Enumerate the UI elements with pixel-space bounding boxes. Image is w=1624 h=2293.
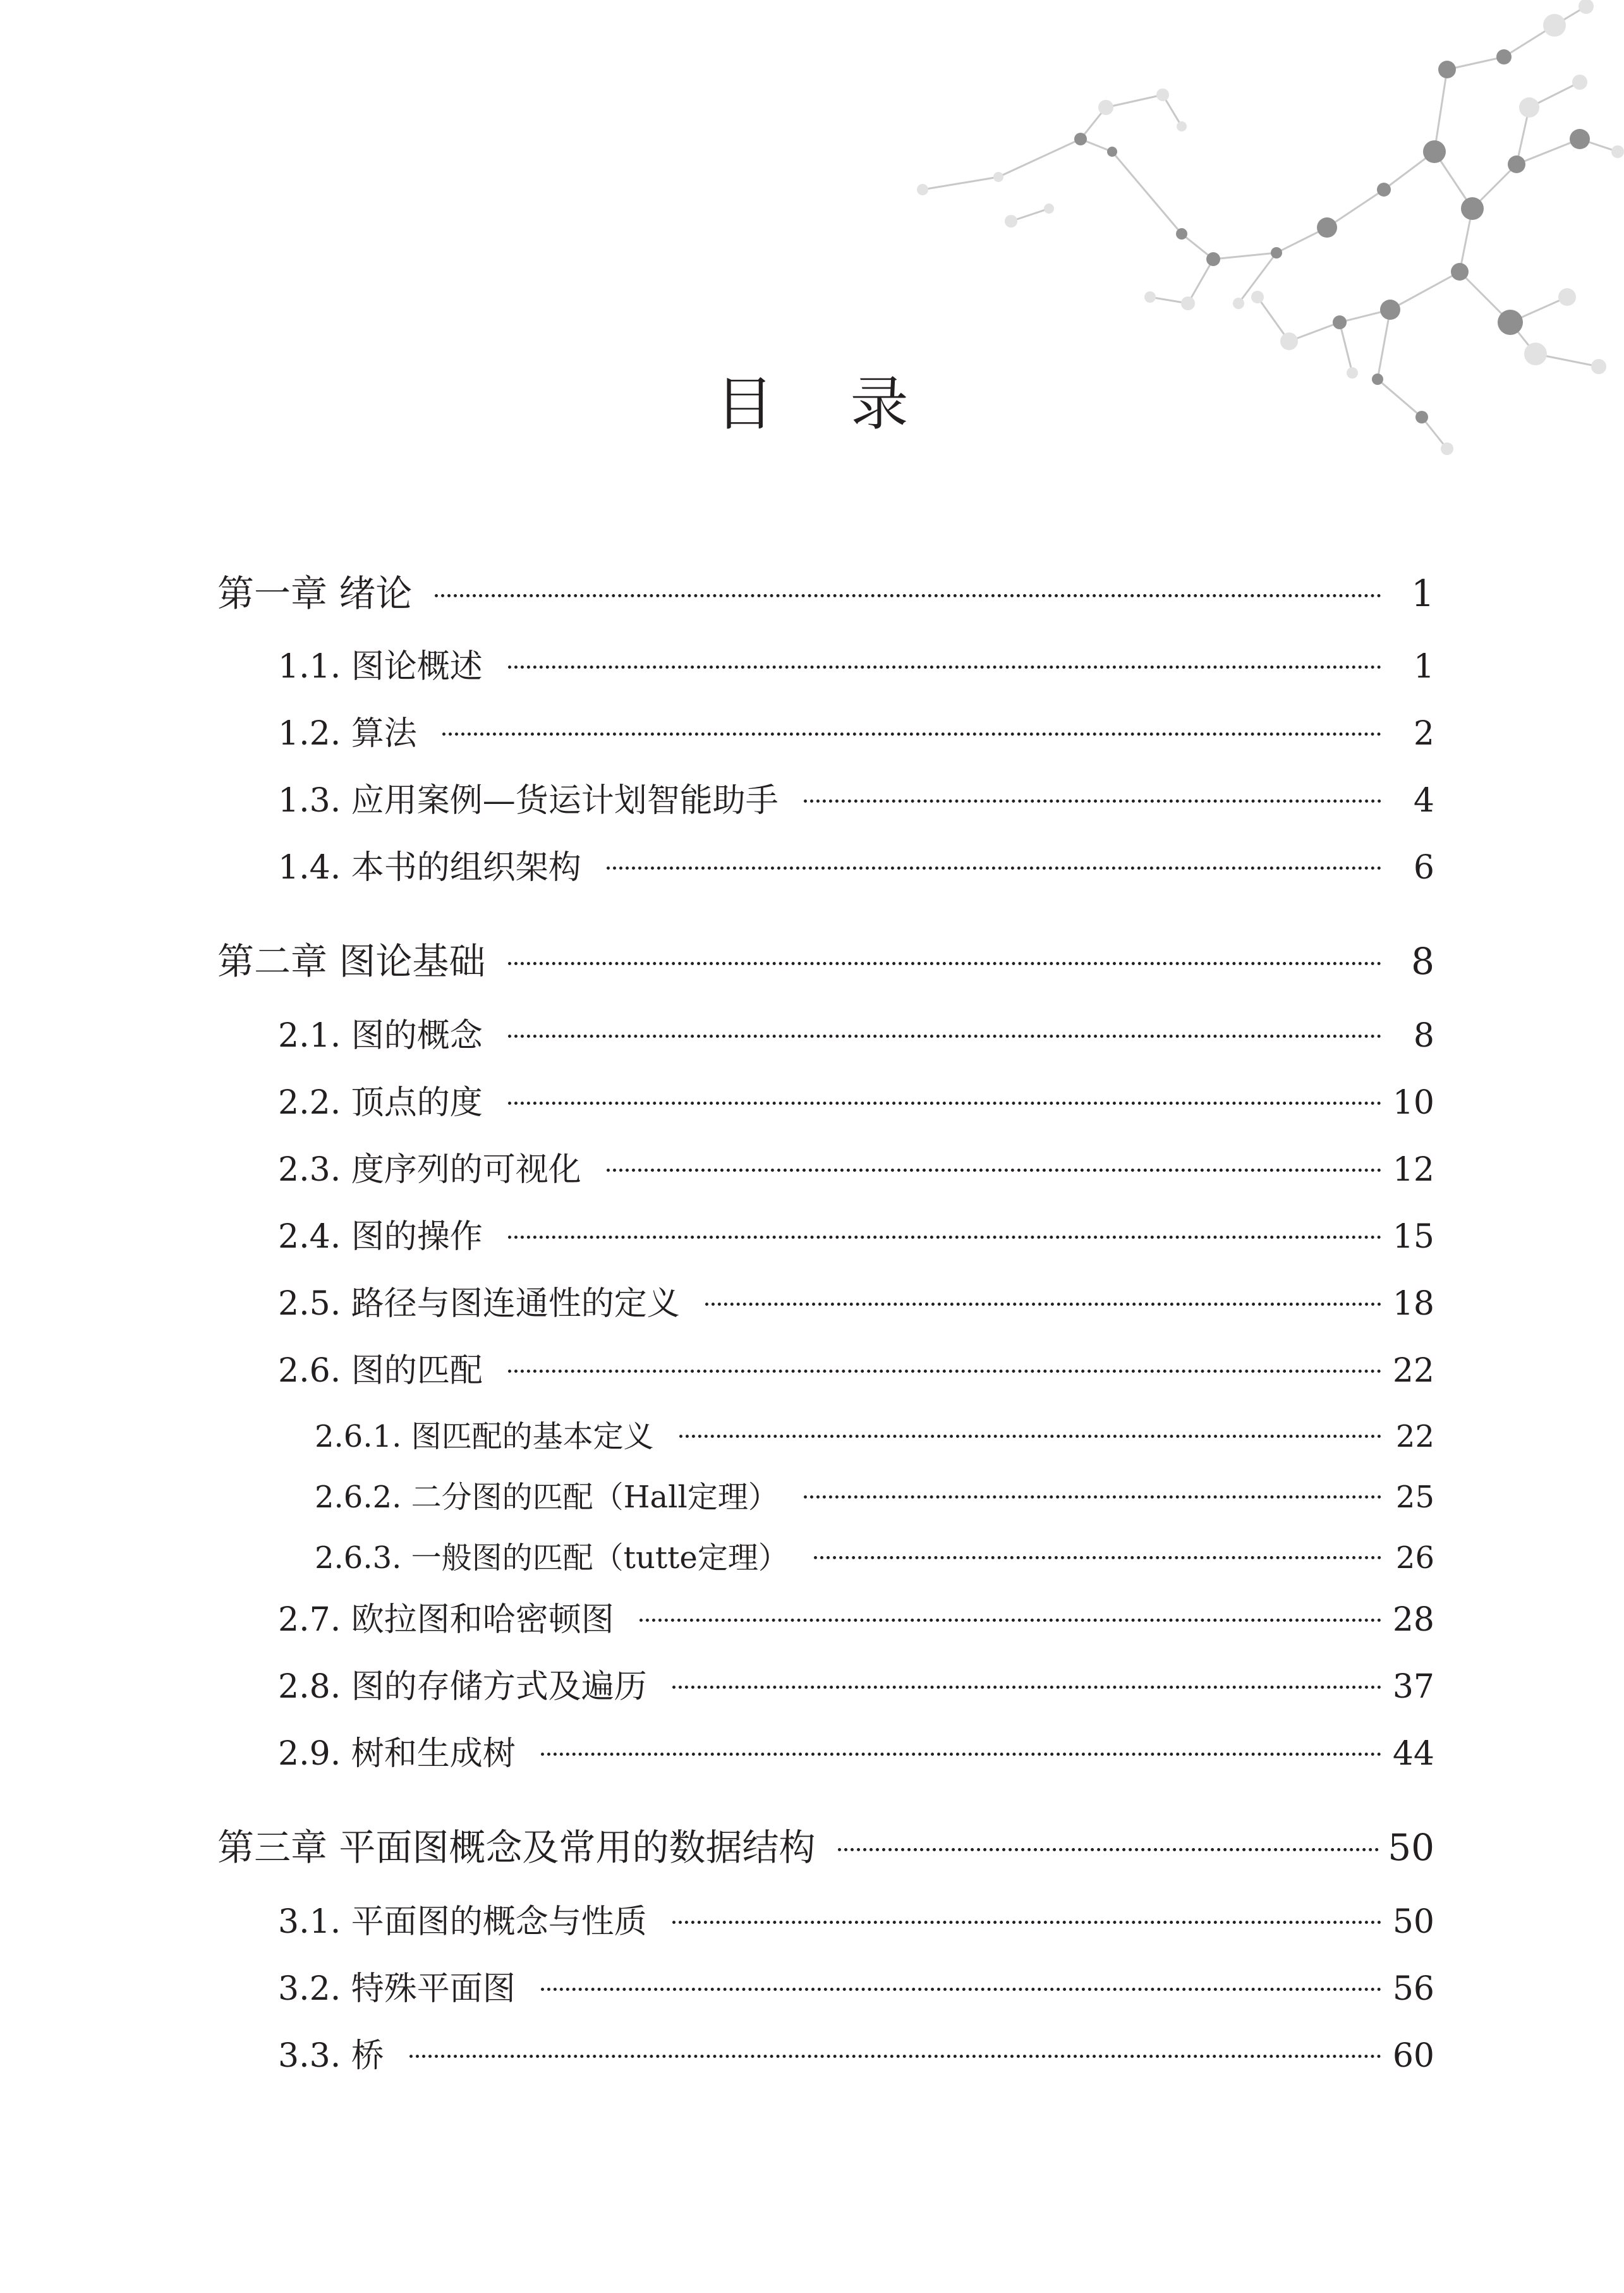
toc-section-3-3[interactable] (278, 2029, 1434, 2076)
toc-entry-title: 2.2. 顶点的度 (278, 1084, 483, 1122)
toc-subsection-2-6-3[interactable] (315, 1533, 1434, 1577)
toc-page-number: 1 (1411, 572, 1434, 615)
toc-chapter-2[interactable] (217, 932, 1434, 985)
toc-page-number: 4 (1413, 782, 1434, 820)
toc-section-2-7[interactable] (278, 1593, 1434, 1640)
toc-page-number: 8 (1411, 940, 1434, 983)
toc-section-2-4[interactable] (278, 1210, 1434, 1257)
dot-leader (672, 1686, 1381, 1689)
toc-entry-title: 2.8. 图的存储方式及遍历 (278, 1668, 647, 1706)
toc-entry-title: 2.7. 欧拉图和哈密顿图 (278, 1601, 614, 1639)
toc-entry-title: 第二章 图论基础 (217, 940, 486, 983)
toc-section-1-4[interactable] (278, 841, 1434, 888)
toc-entry-title: 2.6. 图的匹配 (278, 1352, 483, 1390)
toc-page-number: 26 (1395, 1540, 1434, 1576)
dot-leader (435, 594, 1381, 597)
toc-page-number: 1 (1413, 648, 1434, 686)
toc-entry-title: 3.3. 桥 (278, 2037, 384, 2075)
toc-section-1-1[interactable] (278, 640, 1434, 687)
toc-page-number: 44 (1392, 1735, 1434, 1773)
dot-leader (679, 1435, 1381, 1438)
toc-entry-title: 1.4. 本书的组织架构 (278, 849, 581, 887)
toc-subsection-2-6-1[interactable] (315, 1412, 1434, 1456)
toc-entry-title: 2.6.1. 图匹配的基本定义 (315, 1419, 654, 1454)
toc-page-number: 2 (1413, 715, 1434, 753)
toc-page-number: 50 (1388, 1826, 1434, 1869)
dot-leader (508, 1236, 1381, 1239)
dot-leader (409, 2055, 1381, 2058)
dot-leader (541, 1988, 1381, 1991)
toc-section-2-3[interactable] (278, 1143, 1434, 1190)
toc-page-number: 28 (1392, 1601, 1434, 1639)
dot-leader (508, 962, 1381, 965)
dot-leader (705, 1303, 1381, 1306)
dot-leader (607, 867, 1381, 870)
toc-page-number: 22 (1395, 1419, 1434, 1454)
toc-chapter-1[interactable] (217, 564, 1434, 617)
dot-leader (508, 1370, 1381, 1373)
toc-section-2-5[interactable] (278, 1277, 1434, 1324)
toc-entry-title: 2.3. 度序列的可视化 (278, 1151, 581, 1189)
toc-page-number: 60 (1392, 2037, 1434, 2075)
toc-entry-title: 第三章 平面图概念及常用的数据结构 (217, 1826, 816, 1869)
toc-section-2-6[interactable] (278, 1344, 1434, 1391)
toc-section-2-9[interactable] (278, 1727, 1434, 1774)
toc-section-1-3[interactable] (278, 774, 1434, 821)
toc-entry-title: 2.6.2. 二分图的匹配（Hall定理） (315, 1480, 779, 1515)
dot-leader (508, 1102, 1381, 1105)
dot-leader (508, 1035, 1381, 1038)
toc-entry-title: 2.9. 树和生成树 (278, 1735, 516, 1773)
toc-entry-title: 2.6.3. 一般图的匹配（tutte定理） (315, 1540, 789, 1576)
toc-subsection-2-6-2[interactable] (315, 1473, 1434, 1516)
toc-section-2-8[interactable] (278, 1660, 1434, 1707)
toc-entry-title: 3.2. 特殊平面图 (278, 1970, 516, 2008)
toc-entry-title: 1.2. 算法 (278, 715, 417, 753)
toc-page-number: 25 (1395, 1480, 1434, 1515)
toc-section-3-1[interactable] (278, 1895, 1434, 1942)
dot-leader (639, 1619, 1381, 1622)
toc-page-number: 12 (1392, 1151, 1434, 1189)
toc-page-number: 56 (1392, 1970, 1434, 2008)
toc-page-number: 22 (1392, 1352, 1434, 1390)
dot-leader (442, 733, 1381, 736)
page-title: 目 录 (715, 370, 938, 438)
toc-page-number: 50 (1392, 1903, 1434, 1941)
dot-leader (541, 1753, 1381, 1756)
dot-leader (607, 1169, 1381, 1172)
toc-entry-title: 2.4. 图的操作 (278, 1218, 483, 1256)
toc-entry-title: 2.1. 图的概念 (278, 1017, 483, 1055)
toc-page-number: 10 (1392, 1084, 1434, 1122)
toc-section-1-2[interactable] (278, 707, 1434, 754)
toc-page-number: 15 (1392, 1218, 1434, 1256)
toc-page-number: 6 (1413, 849, 1434, 887)
toc-entry-title: 1.1. 图论概述 (278, 648, 483, 686)
toc-page-number: 18 (1392, 1285, 1434, 1323)
dot-leader (804, 1495, 1381, 1499)
toc-entry-title: 2.5. 路径与图连通性的定义 (278, 1285, 680, 1323)
toc-section-3-2[interactable] (278, 1962, 1434, 2009)
toc-page-number: 37 (1392, 1668, 1434, 1706)
dot-leader (814, 1556, 1381, 1559)
toc-page-number: 8 (1413, 1017, 1434, 1055)
toc-chapter-3[interactable] (217, 1818, 1434, 1871)
dot-leader (508, 666, 1381, 669)
toc-entry-title: 3.1. 平面图的概念与性质 (278, 1903, 647, 1941)
toc-entry-title: 1.3. 应用案例—货运计划智能助手 (278, 782, 779, 820)
toc-entry-title: 第一章 绪论 (217, 572, 413, 615)
dot-leader (804, 800, 1381, 803)
dot-leader (838, 1848, 1379, 1851)
toc-section-2-1[interactable] (278, 1009, 1434, 1056)
toc-section-2-2[interactable] (278, 1076, 1434, 1123)
dot-leader (672, 1921, 1381, 1924)
